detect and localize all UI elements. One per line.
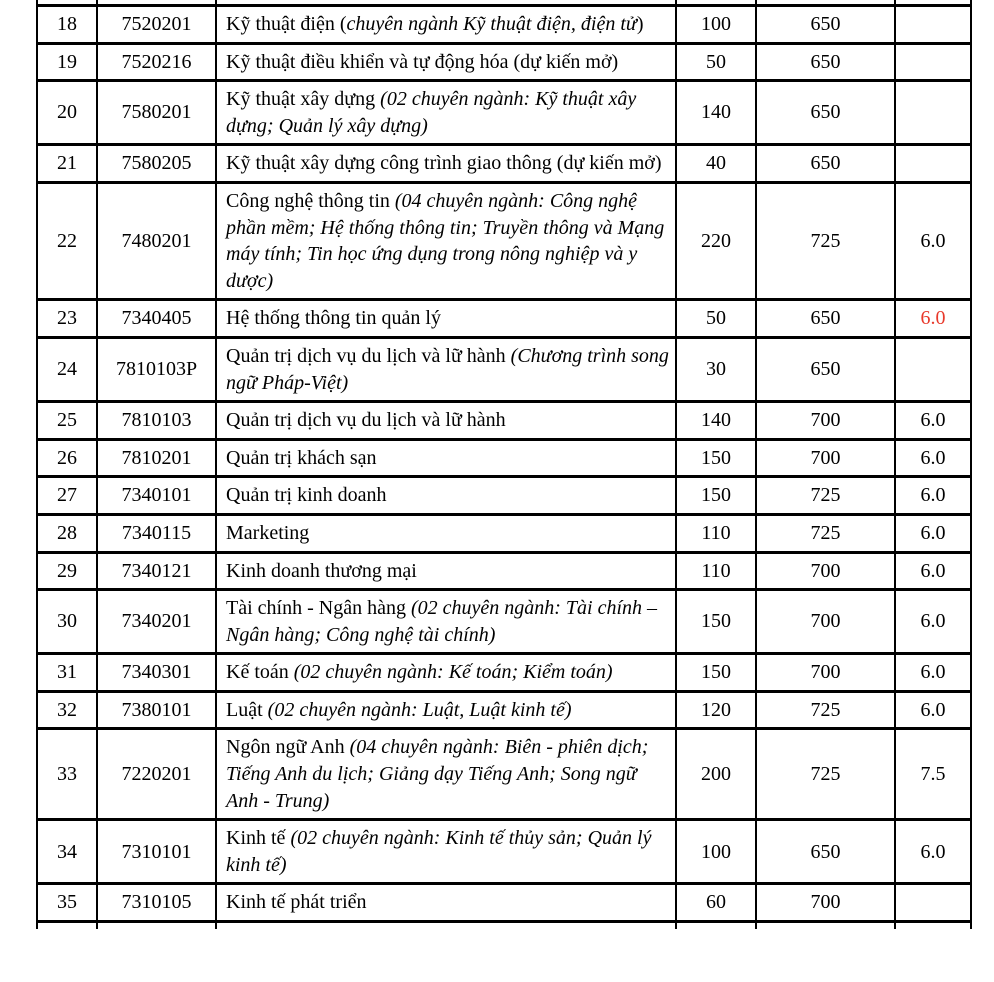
admission-majors-table <box>36 0 972 929</box>
cell-score: 725 <box>756 691 895 729</box>
cell-score: 650 <box>756 337 895 401</box>
cell-major-name <box>216 729 676 820</box>
major-name-note: (02 chuyên ngành: Luật, Luật kinh tế) <box>267 698 572 721</box>
cell-row-number: 21 <box>37 145 97 183</box>
cell-score: 700 <box>756 552 895 590</box>
cell-quota: 110 <box>676 514 756 552</box>
cell-major-code: 7310101 <box>97 820 216 884</box>
cell-score: 700 <box>756 654 895 692</box>
cell-quota: 120 <box>676 691 756 729</box>
major-name-note: (Chương trình song ngữ Pháp-Việt) <box>226 344 669 394</box>
cell-quota: 150 <box>676 590 756 654</box>
major-name-text: Kế toán <box>226 661 294 684</box>
table-row <box>37 6 971 44</box>
cell-row-number: 18 <box>37 6 97 44</box>
table-row <box>37 43 971 81</box>
cell-score: 700 <box>756 590 895 654</box>
cell-score: 700 <box>756 402 895 440</box>
major-name-note: (02 chuyên ngành: Kinh tế thủy sản; Quản lý kinh tế) <box>226 827 652 876</box>
cell-major-name <box>216 6 676 44</box>
major-name-note: (02 chuyên ngành: Tài chính – Ngân hàng; Công nghệ tài chính) <box>226 597 658 646</box>
cell-major-code: 7310105 <box>97 884 216 922</box>
partial-cell <box>756 922 895 930</box>
cell-major-name <box>216 654 676 692</box>
cell-major-code: 7340115 <box>97 514 216 552</box>
cell-min-subject-score: 7.5 <box>895 729 971 820</box>
cell-row-number: 25 <box>37 402 97 440</box>
table-body <box>37 0 971 929</box>
cell-score: 650 <box>756 6 895 44</box>
cell-major-name <box>216 820 676 884</box>
cell-min-subject-score: 6.0 <box>895 820 971 884</box>
cell-min-subject-score <box>895 81 971 145</box>
major-name-text: Kỹ thuật xây dựng <box>226 88 381 111</box>
cell-major-code: 7810103 <box>97 402 216 440</box>
cell-row-number: 30 <box>37 590 97 654</box>
major-name-text: Marketing <box>226 521 310 544</box>
table-row <box>37 884 971 922</box>
cell-row-number: 29 <box>37 552 97 590</box>
major-name-note: (02 chuyên ngành: Kỹ thuật xây dựng; Quản lý xây dựng) <box>226 88 637 137</box>
cell-min-subject-score: 6.0 <box>895 691 971 729</box>
cell-major-code: 7810103P <box>97 337 216 401</box>
cell-score: 725 <box>756 729 895 820</box>
cell-major-name <box>216 145 676 183</box>
cell-min-subject-score: 6.0 <box>895 514 971 552</box>
cell-row-number: 22 <box>37 182 97 299</box>
cell-major-code: 7340101 <box>97 477 216 515</box>
cell-quota: 140 <box>676 81 756 145</box>
major-name-text: Quản trị dịch vụ du lịch và lữ hành <box>226 344 511 367</box>
cell-min-subject-score: 6.0 <box>895 552 971 590</box>
cell-row-number: 32 <box>37 691 97 729</box>
partial-cell <box>895 922 971 930</box>
cell-row-number: 34 <box>37 820 97 884</box>
cell-min-subject-score <box>895 6 971 44</box>
cell-row-number: 23 <box>37 300 97 338</box>
cell-major-code: 7220201 <box>97 729 216 820</box>
table-row <box>37 81 971 145</box>
cell-quota: 100 <box>676 6 756 44</box>
cell-major-name <box>216 514 676 552</box>
cell-major-code: 7580205 <box>97 145 216 183</box>
table-row <box>37 820 971 884</box>
major-name-note: (02 chuyên ngành: Kế toán; Kiểm toán) <box>293 661 613 684</box>
cell-quota: 150 <box>676 654 756 692</box>
cell-major-name <box>216 439 676 477</box>
major-name-text: Công nghệ thông tin <box>226 189 395 212</box>
cell-min-subject-score <box>895 884 971 922</box>
major-name-text: Kinh tế <box>226 827 291 850</box>
cell-quota: 100 <box>676 820 756 884</box>
cell-major-code: 7340405 <box>97 300 216 338</box>
cell-row-number: 33 <box>37 729 97 820</box>
cell-row-number: 27 <box>37 477 97 515</box>
cell-major-code: 7520201 <box>97 6 216 44</box>
cell-row-number: 20 <box>37 81 97 145</box>
cell-quota: 150 <box>676 477 756 515</box>
cell-min-subject-score: 6.0 <box>895 477 971 515</box>
partial-row-bottom <box>37 922 971 930</box>
cell-score: 700 <box>756 884 895 922</box>
cell-quota: 140 <box>676 402 756 440</box>
table-row <box>37 300 971 338</box>
major-name-text: Ngôn ngữ Anh <box>226 736 350 759</box>
major-name-note: (04 chuyên ngành: Công nghệ phần mềm; Hệ thống thông tin; Truyền thông và Mạng máy tính; Tin học ứng dụng trong nông nghiệp và y dược) <box>226 189 665 292</box>
table-row <box>37 182 971 299</box>
major-name-note: (04 chuyên ngành: Biên - phiên dịch; Tiếng Anh du lịch; Giảng dạy Tiếng Anh; Song ngữ Anh - Trung) <box>226 736 649 812</box>
cell-major-name <box>216 402 676 440</box>
cell-row-number: 19 <box>37 43 97 81</box>
table-row <box>37 654 971 692</box>
major-name-text: Quản trị khách sạn <box>226 446 377 469</box>
cell-min-subject-score: 6.0 <box>895 300 971 338</box>
major-name-text: Kỹ thuật xây dựng công trình giao thông (dự kiến mở) <box>226 152 662 175</box>
cell-score: 725 <box>756 514 895 552</box>
partial-cell <box>97 922 216 930</box>
cell-score: 650 <box>756 300 895 338</box>
cell-major-code: 7340301 <box>97 654 216 692</box>
cell-major-name <box>216 884 676 922</box>
cell-major-code: 7580201 <box>97 81 216 145</box>
cell-min-subject-score: 6.0 <box>895 590 971 654</box>
cell-quota: 40 <box>676 145 756 183</box>
cell-quota: 60 <box>676 884 756 922</box>
major-name-text: Tài chính - Ngân hàng <box>226 597 411 620</box>
table-row <box>37 337 971 401</box>
cell-min-subject-score <box>895 43 971 81</box>
table-row <box>37 691 971 729</box>
cell-min-subject-score: 6.0 <box>895 402 971 440</box>
cell-quota: 200 <box>676 729 756 820</box>
major-name-text: Kỹ thuật điều khiển và tự động hóa (dự kiến mở) <box>226 50 619 73</box>
major-name-note: chuyên ngành Kỹ thuật điện, điện tử <box>346 13 637 35</box>
cell-score: 725 <box>756 182 895 299</box>
cell-major-name <box>216 81 676 145</box>
cell-major-code: 7520216 <box>97 43 216 81</box>
major-name-text: ) <box>636 13 644 35</box>
cell-min-subject-score: 6.0 <box>895 654 971 692</box>
cell-quota: 110 <box>676 552 756 590</box>
cell-major-name <box>216 43 676 81</box>
cell-major-code: 7810201 <box>97 439 216 477</box>
major-name-text: Kinh tế phát triển <box>226 891 367 914</box>
cell-score: 650 <box>756 81 895 145</box>
major-name-text: Quản trị kinh doanh <box>226 484 387 507</box>
cell-major-name <box>216 182 676 299</box>
table-row <box>37 402 971 440</box>
cell-row-number: 24 <box>37 337 97 401</box>
cell-row-number: 35 <box>37 884 97 922</box>
cell-score: 650 <box>756 820 895 884</box>
cell-score: 725 <box>756 477 895 515</box>
cell-quota: 50 <box>676 300 756 338</box>
cell-major-name <box>216 590 676 654</box>
table-row <box>37 514 971 552</box>
partial-cell <box>676 922 756 930</box>
table-row <box>37 590 971 654</box>
table-row <box>37 477 971 515</box>
cell-min-subject-score <box>895 145 971 183</box>
cell-score: 700 <box>756 439 895 477</box>
cell-row-number: 31 <box>37 654 97 692</box>
partial-cell <box>216 922 676 930</box>
cell-quota: 150 <box>676 439 756 477</box>
cell-row-number: 28 <box>37 514 97 552</box>
table-row <box>37 552 971 590</box>
cell-major-name <box>216 477 676 515</box>
major-name-text: Luật <box>226 698 268 721</box>
major-name-text: Quản trị dịch vụ du lịch và lữ hành <box>226 409 506 432</box>
cell-quota: 50 <box>676 43 756 81</box>
cell-major-code: 7480201 <box>97 182 216 299</box>
cell-major-name <box>216 552 676 590</box>
table-row <box>37 729 971 820</box>
cell-major-code: 7340201 <box>97 590 216 654</box>
cell-major-name <box>216 300 676 338</box>
cell-major-code: 7340121 <box>97 552 216 590</box>
major-name-text: Kinh doanh thương mại <box>226 559 417 582</box>
cell-min-subject-score: 6.0 <box>895 182 971 299</box>
major-name-text: Hệ thống thông tin quản lý <box>226 307 441 330</box>
cell-row-number: 26 <box>37 439 97 477</box>
cell-min-subject-score <box>895 337 971 401</box>
cell-score: 650 <box>756 145 895 183</box>
table-row <box>37 145 971 183</box>
cell-major-name <box>216 691 676 729</box>
table-row <box>37 439 971 477</box>
cell-quota: 30 <box>676 337 756 401</box>
major-name-text: Kỹ thuật điện ( <box>226 13 347 35</box>
cell-min-subject-score: 6.0 <box>895 439 971 477</box>
cell-major-name <box>216 337 676 401</box>
cell-quota: 220 <box>676 182 756 299</box>
cell-score: 650 <box>756 43 895 81</box>
cell-major-code: 7380101 <box>97 691 216 729</box>
partial-cell <box>37 922 97 930</box>
